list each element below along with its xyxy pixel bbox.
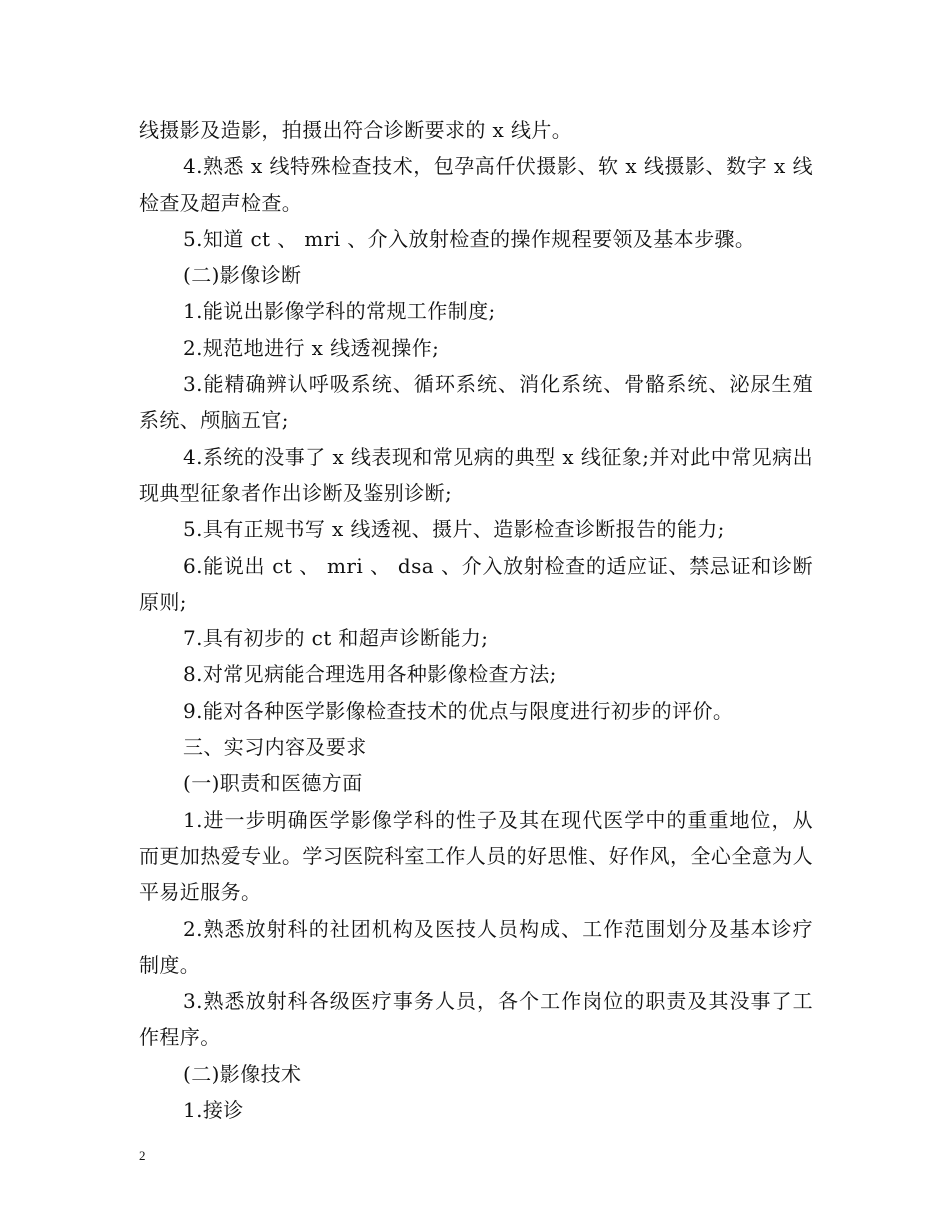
paragraph: 9.能对各种医学影像检查技术的优点与限度进行初步的评价。 xyxy=(183,698,734,723)
paragraph: 1.能说出影像学科的常规工作制度; xyxy=(183,299,496,324)
section-heading: (一)职责和医德方面 xyxy=(183,771,363,796)
paragraph: 8.对常见病能合理选用各种影像检查方法; xyxy=(183,662,557,687)
paragraph: 5.具有正规书写 x 线透视、摄片、造影检查诊断报告的能力; xyxy=(183,517,725,542)
paragraph: 6.能说出 ct 、 mri 、 dsa 、介入放射检查的适应证、禁忌证和诊断原则; xyxy=(139,553,813,614)
paragraph: 7.具有初步的 ct 和超声诊断能力; xyxy=(183,626,489,651)
paragraph: 4.系统的没事了 x 线表现和常见病的典型 x 线征象;并对此中常见病出现典型征象者作出诊断及鉴别诊断; xyxy=(139,444,813,505)
section-heading: (二)影像技术 xyxy=(183,1061,302,1086)
document-body xyxy=(139,112,813,1128)
paragraph: 2.规范地进行 x 线透视操作; xyxy=(183,335,440,360)
section-heading: (二)影像诊断 xyxy=(183,263,302,288)
paragraph: 3.熟悉放射科各级医疗事务人员，各个工作岗位的职责及其没事了工作程序。 xyxy=(139,989,813,1050)
paragraph: 3.能精确辨认呼吸系统、循环系统、消化系统、骨骼系统、泌尿生殖系统、颅脑五官; xyxy=(139,372,813,433)
section-heading: 三、实习内容及要求 xyxy=(183,735,367,760)
paragraph: 1.接诊 xyxy=(183,1098,244,1123)
paragraph: 线摄影及造影，拍摄出符合诊断要求的 x 线片。 xyxy=(139,118,573,142)
paragraph: 2.熟悉放射科的社团机构及医技人员构成、工作范围划分及基本诊疗制度。 xyxy=(139,916,813,977)
page-number: 2 xyxy=(139,1148,146,1163)
paragraph: 1.进一步明确医学影像学科的性子及其在现代医学中的重重地位，从而更加热爱专业。学习医院科室工作人员的好思惟、好作风，全心全意为人平易近服务。 xyxy=(139,807,813,905)
paragraph: 4.熟悉 x 线特殊检查技术，包孕高仟伏摄影、软 x 线摄影、数字 x 线检查及超声检查。 xyxy=(139,154,813,215)
paragraph: 5.知道 ct 、 mri 、介入放射检查的操作规程要领及基本步骤。 xyxy=(183,226,756,251)
